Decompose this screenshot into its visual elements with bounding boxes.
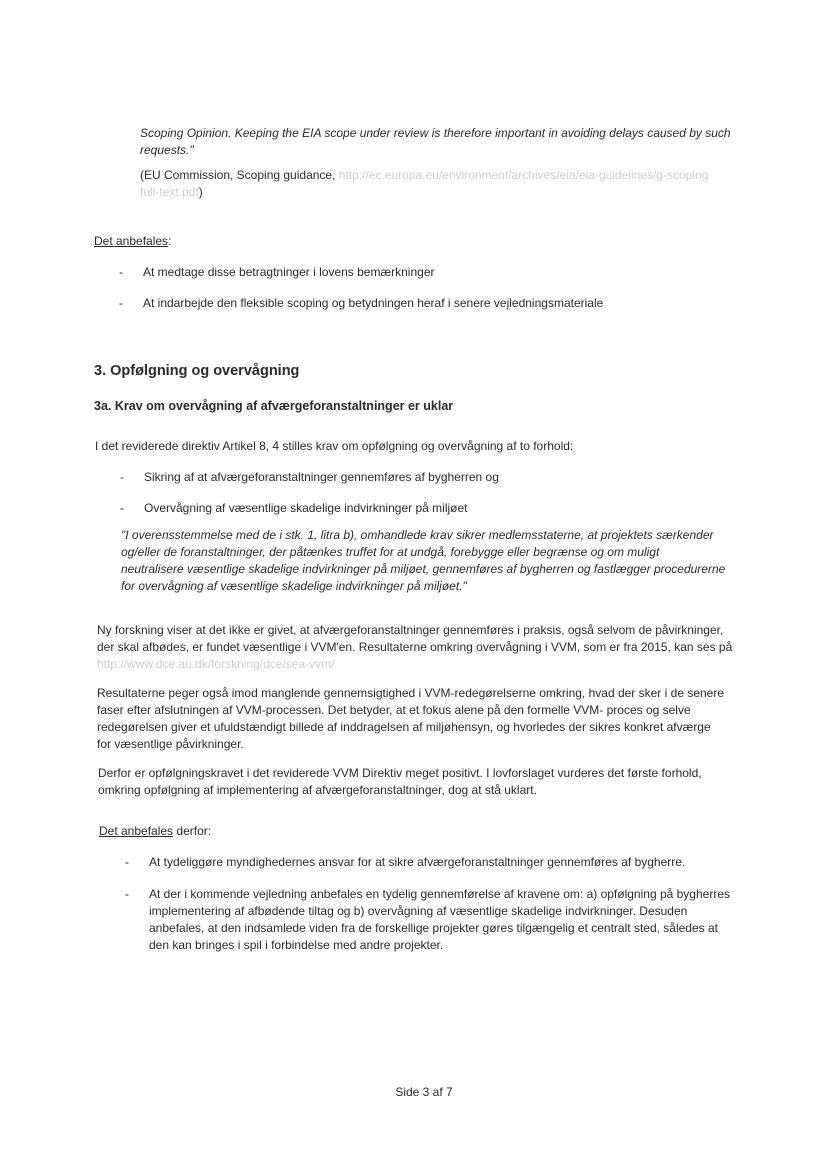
page-number: Side 3 af 7 (395, 1085, 453, 1099)
recommendation-heading: Det anbefales derfor: (99, 824, 212, 838)
recommendation-heading: Det anbefales: (94, 234, 172, 248)
quote-line: for overvågning af væsentlige skadelige indvirkninger på miljøet." (121, 579, 467, 593)
paragraph: Resultaterne peger også imod manglende gennemsigtighed i VVM-redegørelserne omkring, hvad der sker i de senere faser efter afslutningen af VVM-processen. Det betyder, at et fokus alene på den formelle VVM- proces og selve redegørelsen giver et ufuldstændigt billede af inddragelsen af miljøhensyn, og hvorledes der sikres konkret afværge for væsentlige påvirkninger. (97, 686, 725, 751)
list-item: - At der i kommende vejledning anbefales en tydelig gennemførelse af kravene om: a) opfølgning på bygherres implementering af afbødende tiltag og b) overvågning af væsentlige skadelige indvirkninger. Desuden anbefales, at den indsamlede viden fra de forskellige projekter gøres tilgængelig et centralt sted, således at den kan bringes i spil i forbindelse med andre projekter. (125, 887, 730, 952)
quote-line: "I overensstemmelse med de i stk. 1, litra b), omhandlede krav sikrer medlemsstaterne, at projektets særkender (121, 528, 714, 542)
quote-line: Scoping Opinion. Keeping the EIA scope under review is therefore important in avoiding delays caused by such (140, 126, 731, 140)
list-item: - At indarbejde den fleksible scoping og betydningen heraf i senere vejledningsmateriale (119, 296, 604, 310)
paragraph: Ny forskning viser at det ikke er givet, at afværgeforanstaltninger gennemføres i praksis, også selvom de påvirkninger, der skal afbødes, er fundet væsentlige i VVM'en. Resultaterne omkring overvågning i VVM, som er fra 2015, kan ses på http://www.dce.au.dk/forskning/dce/sea-vvm/ (97, 622, 807, 673)
list-item: - At tydeliggøre myndighedernes ansvar for at sikre afværgeforanstaltninger gennemføres af bygherre. (125, 855, 686, 869)
quote-line: requests." (140, 143, 194, 157)
quote-continuation (140, 125, 800, 159)
bullet-dash: - (119, 296, 123, 310)
list-item: - Sikring af at afværgeforanstaltninger gennemføres af bygherren og (120, 470, 499, 484)
reference-suffix: ) (198, 185, 203, 199)
bullet-dash: - (125, 855, 129, 869)
section-title: 3. Opfølgning og overvågning (94, 363, 300, 379)
reference-prefix: (EU Commission, Scoping guidance, (140, 168, 339, 182)
paragraph: Derfor er opfølgningskravet i det reviderede VVM Direktiv meget positivt. I lovforslaget vurderes det første forhold, omkring opfølgning af implementering af afværgeforanstaltninger, dog at stå uklart. (98, 766, 702, 797)
bullet-dash: - (120, 470, 124, 484)
directive-quote (121, 527, 801, 595)
quote-reference (140, 167, 780, 201)
section-intro: I det reviderede direktiv Artikel 8, 4 stilles krav om opfølgning og overvågning af to forhold: (95, 439, 574, 453)
reference-url-cont[interactable]: full-text.pdf (140, 185, 199, 199)
bullet-dash: - (120, 501, 124, 515)
list-item: - At medtage disse betragtninger i lovens bemærkninger (119, 265, 435, 279)
research-link[interactable]: http://www.dce.au.dk/forskning/dce/sea-vvm/ (97, 657, 335, 671)
reference-url[interactable]: http://ec.europa.eu/environment/archives/eia/eia-guidelines/g-scoping (338, 168, 709, 182)
list-item: - Overvågning af væsentlige skadelige indvirkninger på miljøet (120, 501, 468, 515)
section-subtitle: 3a. Krav om overvågning af afværgeforanstaltninger er uklar (94, 399, 454, 413)
quote-line: neutralisere væsentlige skadelige indvirkninger på miljøet, gennemføres af bygherren og fastlægger procedurerne (121, 562, 726, 576)
bullet-dash: - (125, 887, 129, 901)
quote-line: og/eller de foranstaltninger, der påtænkes truffet for at undgå, forebygge eller begrænse og om muligt (121, 545, 660, 559)
bullet-dash: - (119, 265, 123, 279)
